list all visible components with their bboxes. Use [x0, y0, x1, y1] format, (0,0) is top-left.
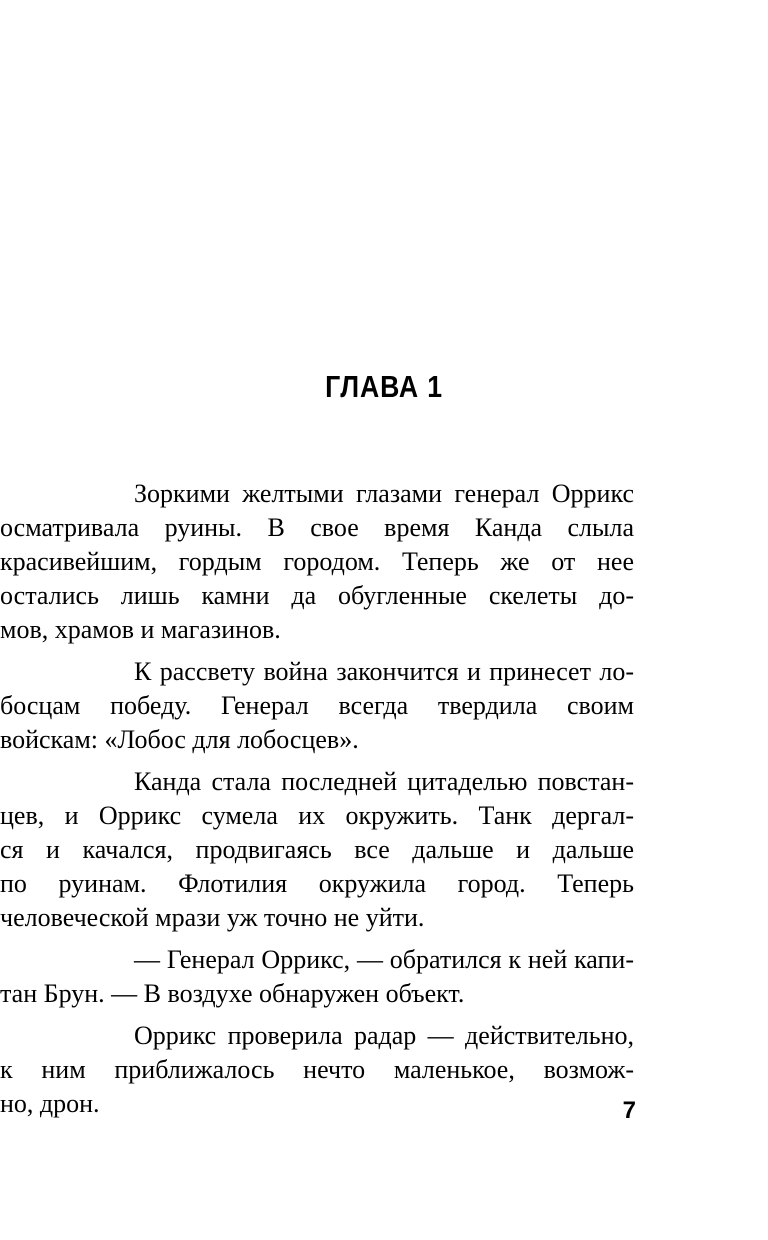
- text-line: — Генерал Оррикс, — обратился к ней капи-: [134, 945, 634, 974]
- paragraph: [0, 1019, 634, 1121]
- text-line: тан Брун. — В воздухе обнаружен объект.: [0, 979, 465, 1008]
- text-line: войскам: «Лобос для лобосцев».: [0, 725, 359, 754]
- chapter-title: ГЛАВА 1: [325, 369, 443, 404]
- text-line: красивейшим, гордым городом. Теперь же от нее: [0, 547, 634, 576]
- paragraph: [0, 765, 634, 935]
- text-line: Зоркими желтыми глазами генерал Оррикс: [134, 479, 634, 508]
- text-line: цев, и Оррикс сумела их окружить. Танк дергал-: [0, 801, 634, 830]
- body-text: [0, 477, 634, 1129]
- page-number: 7: [622, 1097, 636, 1124]
- text-line: Оррикс проверила радар — действительно,: [134, 1021, 634, 1050]
- text-line: по руинам. Флотилия окружила город. Теперь: [0, 869, 634, 898]
- text-line: К рассвету война закончится и принесет ло-: [134, 657, 634, 686]
- text-line: ся и качался, продвигаясь все дальше и дальше: [0, 835, 634, 864]
- text-line: осматривала руины. В свое время Канда слыла: [0, 513, 634, 542]
- text-line: человеческой мрази уж точно не уйти.: [0, 903, 425, 932]
- paragraph: [0, 655, 634, 757]
- paragraph: [0, 477, 634, 647]
- paragraph: [0, 943, 634, 1011]
- text-line: Канда стала последней цитаделью повстан-: [134, 767, 634, 796]
- text-line: босцам победу. Генерал всегда твердила своим: [0, 691, 634, 720]
- text-line: остались лишь камни да обугленные скелеты до-: [0, 581, 634, 610]
- text-line: мов, храмов и магазинов.: [0, 615, 281, 644]
- text-line: к ним приближалось нечто маленькое, возмож-: [0, 1055, 634, 1084]
- text-line: но, дрон.: [0, 1089, 100, 1118]
